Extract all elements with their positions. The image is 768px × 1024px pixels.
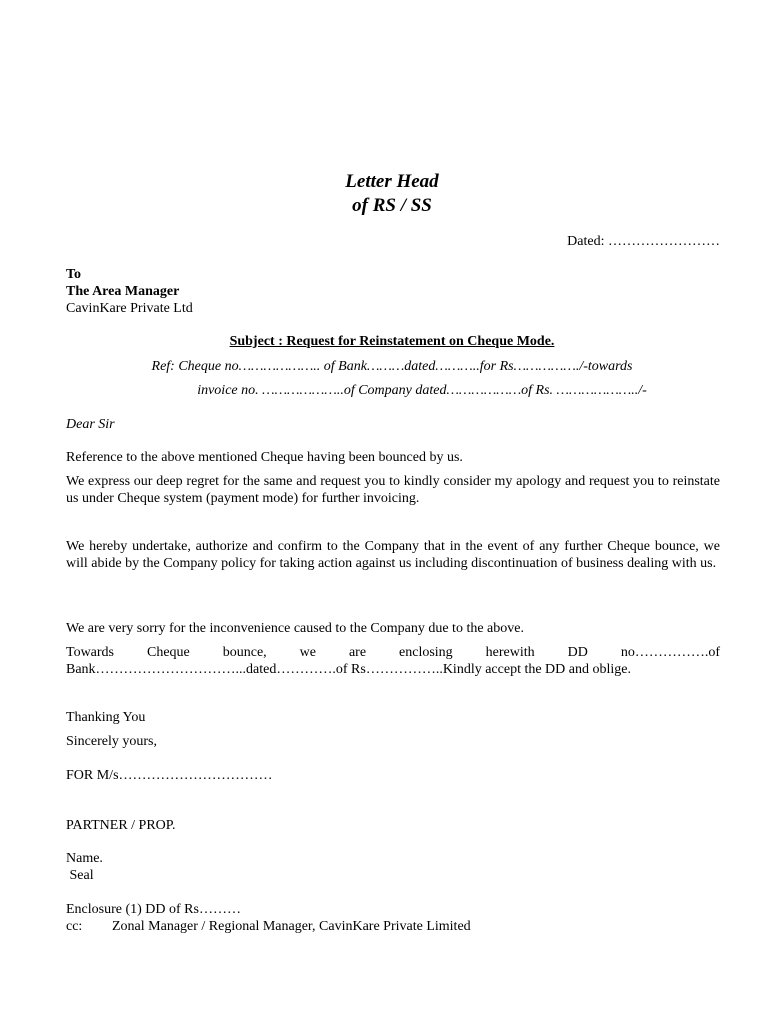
letterhead-line-2: of RS / SS	[352, 195, 432, 216]
cc-label: cc:	[66, 919, 83, 934]
enclosure-line: Enclosure (1) DD of Rs………	[66, 902, 241, 917]
paragraph-regret: We express our deep regret for the same and request you to kindly consider my apology and request you to reinstate us under Cheque system (payment mode) for further invoicing.	[66, 474, 720, 506]
subject-line: Subject : Request for Reinstatement on Cheque Mode.	[229, 334, 555, 349]
closing-seal: Seal	[66, 868, 94, 883]
closing-sincerely: Sincerely yours,	[66, 734, 157, 749]
cc-value: Zonal Manager / Regional Manager, CavinKare Private Limited	[112, 919, 471, 934]
closing-partner: PARTNER / PROP.	[66, 818, 176, 833]
reference-line-1: Ref: Cheque no……………….. of Bank………dated………..for Rs……………./-towards	[151, 359, 633, 374]
address-recipient: The Area Manager	[66, 284, 180, 299]
dated-line: Dated: ……………………	[567, 234, 720, 249]
address-company: CavinKare Private Ltd	[66, 301, 193, 316]
paragraph-dd-line-2: Bank…………………………...dated………….of Rs……………..Kindly accept the DD and oblige.	[66, 662, 631, 677]
paragraph-reference: Reference to the above mentioned Cheque having been bounced by us.	[66, 450, 463, 465]
paragraph-dd-line-1: Towards Cheque bounce, we are enclosing herewith DD no…………….of	[66, 645, 720, 660]
paragraph-apology: We are very sorry for the inconvenience caused to the Company due to the above.	[66, 621, 524, 636]
closing-for-ms: FOR M/s……………………………	[66, 768, 273, 783]
reference-line-2: invoice no. ………………..of Company dated………………of Rs. ………………../-	[197, 383, 647, 398]
salutation: Dear Sir	[66, 417, 115, 432]
address-to: To	[66, 267, 82, 282]
closing-name: Name.	[66, 851, 103, 866]
paragraph-undertaking: We hereby undertake, authorize and confirm to the Company that in the event of any further Cheque bounce, we will abide by the Company policy for taking action against us including discontinuation of business dealing with us.	[66, 539, 720, 571]
letterhead-line-1: Letter Head	[345, 171, 439, 192]
closing-thanking: Thanking You	[66, 710, 146, 725]
